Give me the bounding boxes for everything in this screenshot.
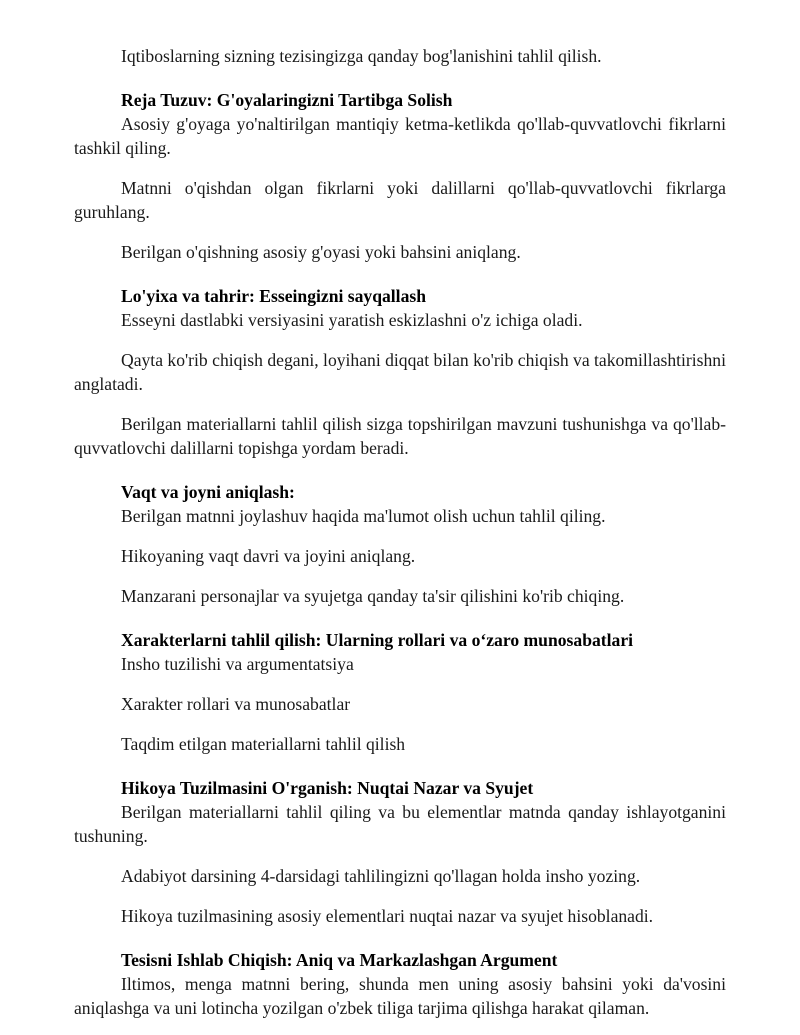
paragraph: Taqdim etilgan materiallarni tahlil qilish — [121, 734, 406, 754]
paragraph: Hikoya tuzilmasining asosiy elementlari nuqtai nazar va syujet hisoblanadi. — [121, 906, 654, 926]
paragraph: Iltimos, menga matnni bering, shunda men uning asosiy bahsini yoki da'vosini aniqlashga va uni lotincha yozilgan o'zbek tiliga tarjima qilishga harakat qilaman. — [74, 974, 726, 1018]
section-xarakterlar — [74, 628, 726, 756]
section-heading: Vaqt va joyni aniqlash: — [121, 482, 295, 502]
paragraph: Berilgan matnni joylashuv haqida ma'lumot olish uchun tahlil qiling. — [121, 506, 606, 526]
paragraph: Adabiyot darsining 4-darsidagi tahlilingizni qo'llagan holda insho yozing. — [121, 866, 641, 886]
section-hikoya-tuzilmasi — [74, 776, 726, 928]
paragraph: Manzarani personajlar va syujetga qanday ta'sir qilishini ko'rib chiqing. — [121, 586, 625, 606]
section-reja-tuzuv — [74, 88, 726, 264]
paragraph: Berilgan o'qishning asosiy g'oyasi yoki bahsini aniqlang. — [121, 242, 521, 262]
intro-paragraph: Iqtiboslarning sizning tezisingizga qanday bog'lanishini tahlil qilish. — [121, 46, 602, 66]
paragraph: Esseyni dastlabki versiyasini yaratish eskizlashni o'z ichiga oladi. — [121, 310, 583, 330]
document-page — [74, 44, 726, 1020]
paragraph: Berilgan materiallarni tahlil qiling va bu elementlar matnda qanday ishlayotganini tushuning. — [74, 802, 726, 846]
paragraph: Matnni o'qishdan olgan fikrlarni yoki dalillarni qo'llab-quvvatlovchi fikrlarga guruhlang. — [74, 178, 726, 222]
section-heading: Tesisni Ishlab Chiqish: Aniq va Markazlashgan Argument — [121, 950, 558, 970]
paragraph: Insho tuzilishi va argumentatsiya — [121, 654, 354, 674]
section-heading: Lo'yixa va tahrir: Esseingizni sayqallash — [121, 286, 426, 306]
paragraph: Asosiy g'oyaga yo'naltirilgan mantiqiy ketma-ketlikda qo'llab-quvvatlovchi fikrlarni tashkil qiling. — [74, 114, 726, 158]
section-heading: Xarakterlarni tahlil qilish: Ularning rollari va o‘zaro munosabatlari — [121, 630, 634, 650]
section-loyixa-tahrir — [74, 284, 726, 460]
section-tesis — [74, 948, 726, 1020]
section-heading: Reja Tuzuv: G'oyalaringizni Tartibga Solish — [121, 90, 453, 110]
paragraph: Qayta ko'rib chiqish degani, loyihani diqqat bilan ko'rib chiqish va takomillashtirishni anglatadi. — [74, 350, 726, 394]
paragraph: Hikoyaning vaqt davri va joyini aniqlang. — [121, 546, 416, 566]
section-vaqt-joy — [74, 480, 726, 608]
section-heading: Hikoya Tuzilmasini O'rganish: Nuqtai Nazar va Syujet — [121, 778, 534, 798]
paragraph: Xarakter rollari va munosabatlar — [121, 694, 351, 714]
paragraph: Berilgan materiallarni tahlil qilish sizga topshirilgan mavzuni tushunishga va qo'llab-quvvatlovchi dalillarni topishga yordam beradi. — [74, 414, 726, 458]
